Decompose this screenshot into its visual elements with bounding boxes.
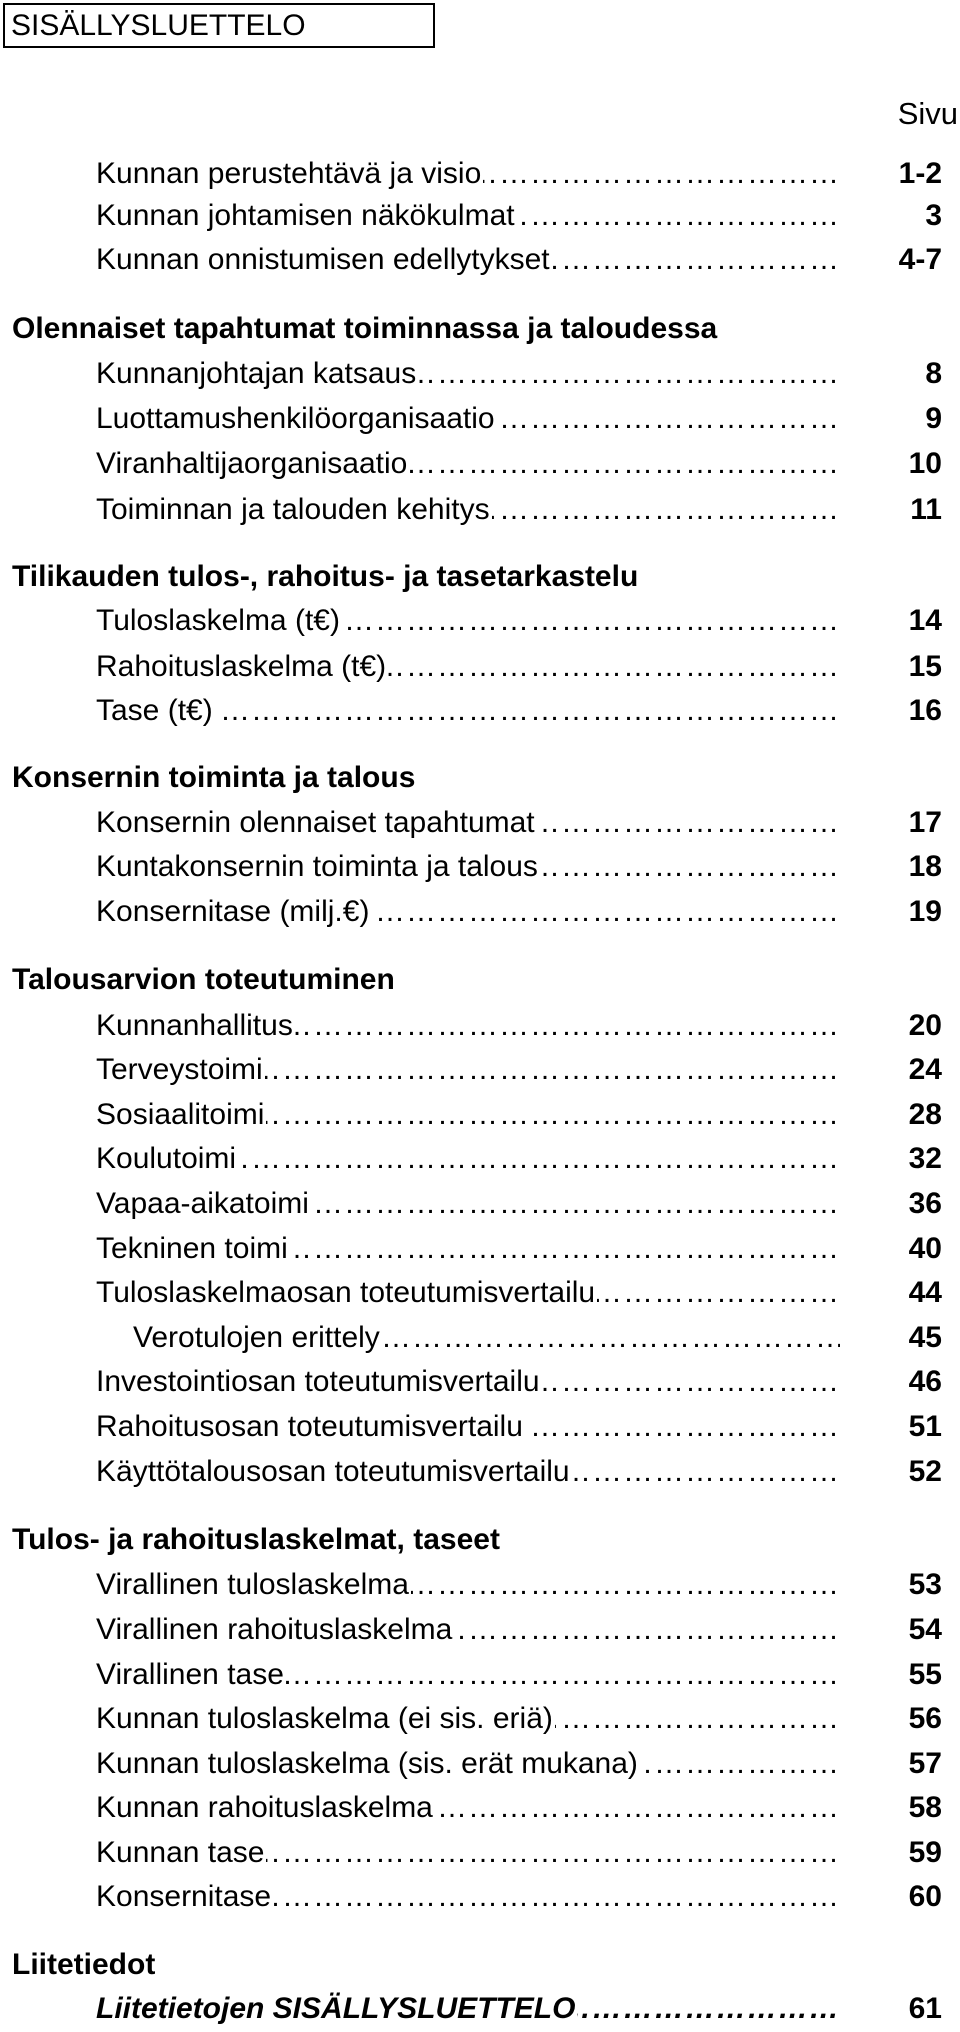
toc-entry-page: 53 xyxy=(908,1568,942,1601)
toc-entry[interactable] xyxy=(0,1831,960,1875)
toc-entry[interactable] xyxy=(0,1608,960,1652)
toc-entry-page: 61 xyxy=(908,1992,942,2025)
toc-entry-page: 3 xyxy=(925,199,942,232)
toc-entry[interactable] xyxy=(0,1697,960,1741)
toc-entry-label: Tase (t€) xyxy=(96,694,213,727)
toc-entry-label: Verotulojen erittely xyxy=(133,1321,380,1354)
toc-entry-label: Kuntakonsernin toiminta ja talous xyxy=(96,850,538,883)
toc-entry[interactable] xyxy=(0,152,960,196)
toc-entry-label: Liitetietojen SISÄLLYSLUETTELO xyxy=(96,1992,576,2025)
toc-entry-label: Virallinen rahoituslaskelma xyxy=(96,1613,453,1646)
section-heading: Talousarvion toteutuminen xyxy=(12,963,395,996)
toc-entry[interactable] xyxy=(0,599,960,643)
toc-entry-page: 14 xyxy=(908,604,942,637)
toc-entry[interactable] xyxy=(0,1093,960,1137)
toc-entry-label: Konsernitase (milj.€) xyxy=(96,895,370,928)
toc-entry[interactable] xyxy=(0,689,960,733)
toc-entry-label: Virallinen tuloslaskelma xyxy=(96,1568,409,1601)
toc-entry-page: 44 xyxy=(908,1276,942,1309)
page-column-label: Sivu xyxy=(897,96,958,131)
toc-entry-label: Tuloslaskelma (t€) xyxy=(96,604,340,637)
toc-entry-label: Rahoitusosan toteutumisvertailu xyxy=(96,1410,523,1443)
toc-entry-label: Käyttötalousosan toteutumisvertailu xyxy=(96,1455,570,1488)
toc-entry-page: 20 xyxy=(908,1009,942,1042)
toc-entry[interactable] xyxy=(0,352,960,396)
toc-entry[interactable] xyxy=(0,488,960,532)
toc-entry[interactable] xyxy=(0,194,960,238)
toc-entry-page: 11 xyxy=(910,493,942,526)
toc-entry[interactable] xyxy=(0,1316,960,1360)
toc-entry[interactable] xyxy=(0,1360,960,1404)
toc-entry-page: 58 xyxy=(908,1791,942,1824)
toc-entry-page: 46 xyxy=(908,1365,942,1398)
toc-entry[interactable] xyxy=(0,1405,960,1449)
toc-entry-page: 17 xyxy=(908,806,942,839)
toc-entry-label: Luottamushenkilöorganisaatio xyxy=(96,402,495,435)
toc-entry[interactable] xyxy=(0,645,960,689)
toc-entry[interactable] xyxy=(0,1182,960,1226)
toc-entry-label: Tekninen toimi xyxy=(96,1232,288,1265)
toc-entry-label: Kunnan tase xyxy=(96,1836,265,1869)
toc-entry-page: 24 xyxy=(908,1053,942,1086)
toc-entry-label: Koulutoimi xyxy=(96,1142,237,1175)
toc-entry-page: 4-7 xyxy=(898,243,942,276)
toc-entry[interactable] xyxy=(0,1271,960,1315)
toc-entry-label: Kunnan johtamisen näkökulmat xyxy=(96,199,515,232)
section-heading: Liitetiedot xyxy=(12,1948,156,1981)
toc-entry-page: 55 xyxy=(908,1658,942,1691)
toc-entry[interactable] xyxy=(0,442,960,486)
toc-entry-label: Rahoituslaskelma (t€) xyxy=(96,650,387,683)
toc-entry[interactable] xyxy=(0,890,960,934)
toc-entry-page: 45 xyxy=(908,1321,942,1354)
toc-entry[interactable] xyxy=(0,1227,960,1271)
toc-entry[interactable] xyxy=(0,1742,960,1786)
toc-entry-page: 19 xyxy=(908,895,942,928)
toc-entry[interactable] xyxy=(0,1450,960,1494)
toc-entry-label: Kunnan onnistumisen edellytykset xyxy=(96,243,550,276)
document-title: SISÄLLYSLUETTELO xyxy=(3,3,435,48)
section-heading: Konsernin toiminta ja talous xyxy=(12,761,416,794)
toc-entry[interactable] xyxy=(0,1048,960,1092)
toc-entry-page: 57 xyxy=(908,1747,942,1780)
toc-entry[interactable] xyxy=(0,801,960,845)
toc-entry-label: Vapaa-aikatoimi xyxy=(96,1187,309,1220)
section-heading: Tulos- ja rahoituslaskelmat, taseet xyxy=(12,1523,500,1556)
section-heading: Tilikauden tulos-, rahoitus- ja tasetarkastelu xyxy=(12,560,639,593)
toc-entry-page: 60 xyxy=(908,1880,942,1913)
toc-entry[interactable] xyxy=(0,1786,960,1830)
toc-entry-page: 56 xyxy=(908,1702,942,1735)
toc-entry-label: Virallinen tase xyxy=(96,1658,284,1691)
toc-entry-page: 51 xyxy=(908,1410,942,1443)
toc-entry-label: Viranhaltijaorganisaatio xyxy=(96,447,408,480)
toc-entry-page: 18 xyxy=(908,850,942,883)
toc-entry-page: 36 xyxy=(908,1187,942,1220)
toc-entry-label: Konsernin olennaiset tapahtumat xyxy=(96,806,535,839)
toc-entry-label: Kunnan tuloslaskelma (ei sis. eriä) xyxy=(96,1702,553,1735)
toc-entry[interactable] xyxy=(0,238,960,282)
toc-entry-label: Kunnan rahoituslaskelma xyxy=(96,1791,433,1824)
toc-entry-page: 28 xyxy=(908,1098,942,1131)
toc-entry-page: 54 xyxy=(908,1613,942,1646)
toc-entry[interactable] xyxy=(0,1137,960,1181)
toc-entry[interactable] xyxy=(0,1653,960,1697)
toc-entry-page: 1-2 xyxy=(898,157,942,190)
toc-entry-label: Kunnan perustehtävä ja visio xyxy=(96,157,482,190)
toc-entry[interactable] xyxy=(0,1563,960,1607)
toc-entry-label: Konsernitase xyxy=(96,1880,272,1913)
toc-entry-page: 10 xyxy=(908,447,942,480)
toc-entry-page: 59 xyxy=(908,1836,942,1869)
toc-entry-page: 15 xyxy=(908,650,942,683)
toc-entry-label: Terveystoimi xyxy=(96,1053,263,1086)
toc-entry-label: Kunnanhallitus xyxy=(96,1009,293,1042)
toc-entry-page: 52 xyxy=(908,1455,942,1488)
toc-entry-page: 8 xyxy=(925,357,942,390)
toc-entry[interactable] xyxy=(0,397,960,441)
toc-entry-label: Toiminnan ja talouden kehitys xyxy=(96,493,490,526)
toc-entry[interactable] xyxy=(0,1987,960,2031)
toc-entry-label: Sosiaalitoimi xyxy=(96,1098,265,1131)
toc-entry-label: Kunnanjohtajan katsaus xyxy=(96,357,417,390)
toc-entry-page: 32 xyxy=(908,1142,942,1175)
toc-entry[interactable] xyxy=(0,1875,960,1919)
toc-entry[interactable] xyxy=(0,845,960,889)
section-heading: Olennaiset tapahtumat toiminnassa ja taloudessa xyxy=(12,312,718,345)
toc-entry-page: 9 xyxy=(925,402,942,435)
toc-entry-page: 16 xyxy=(908,694,942,727)
toc-entry-page: 40 xyxy=(908,1232,942,1265)
toc-entry-label: Kunnan tuloslaskelma (sis. erät mukana) xyxy=(96,1747,638,1780)
toc-entry-label: Investointiosan toteutumisvertailu xyxy=(96,1365,540,1398)
toc-entry-label: Tuloslaskelmaosan toteutumisvertailu xyxy=(96,1276,596,1309)
toc-entry[interactable] xyxy=(0,1004,960,1048)
